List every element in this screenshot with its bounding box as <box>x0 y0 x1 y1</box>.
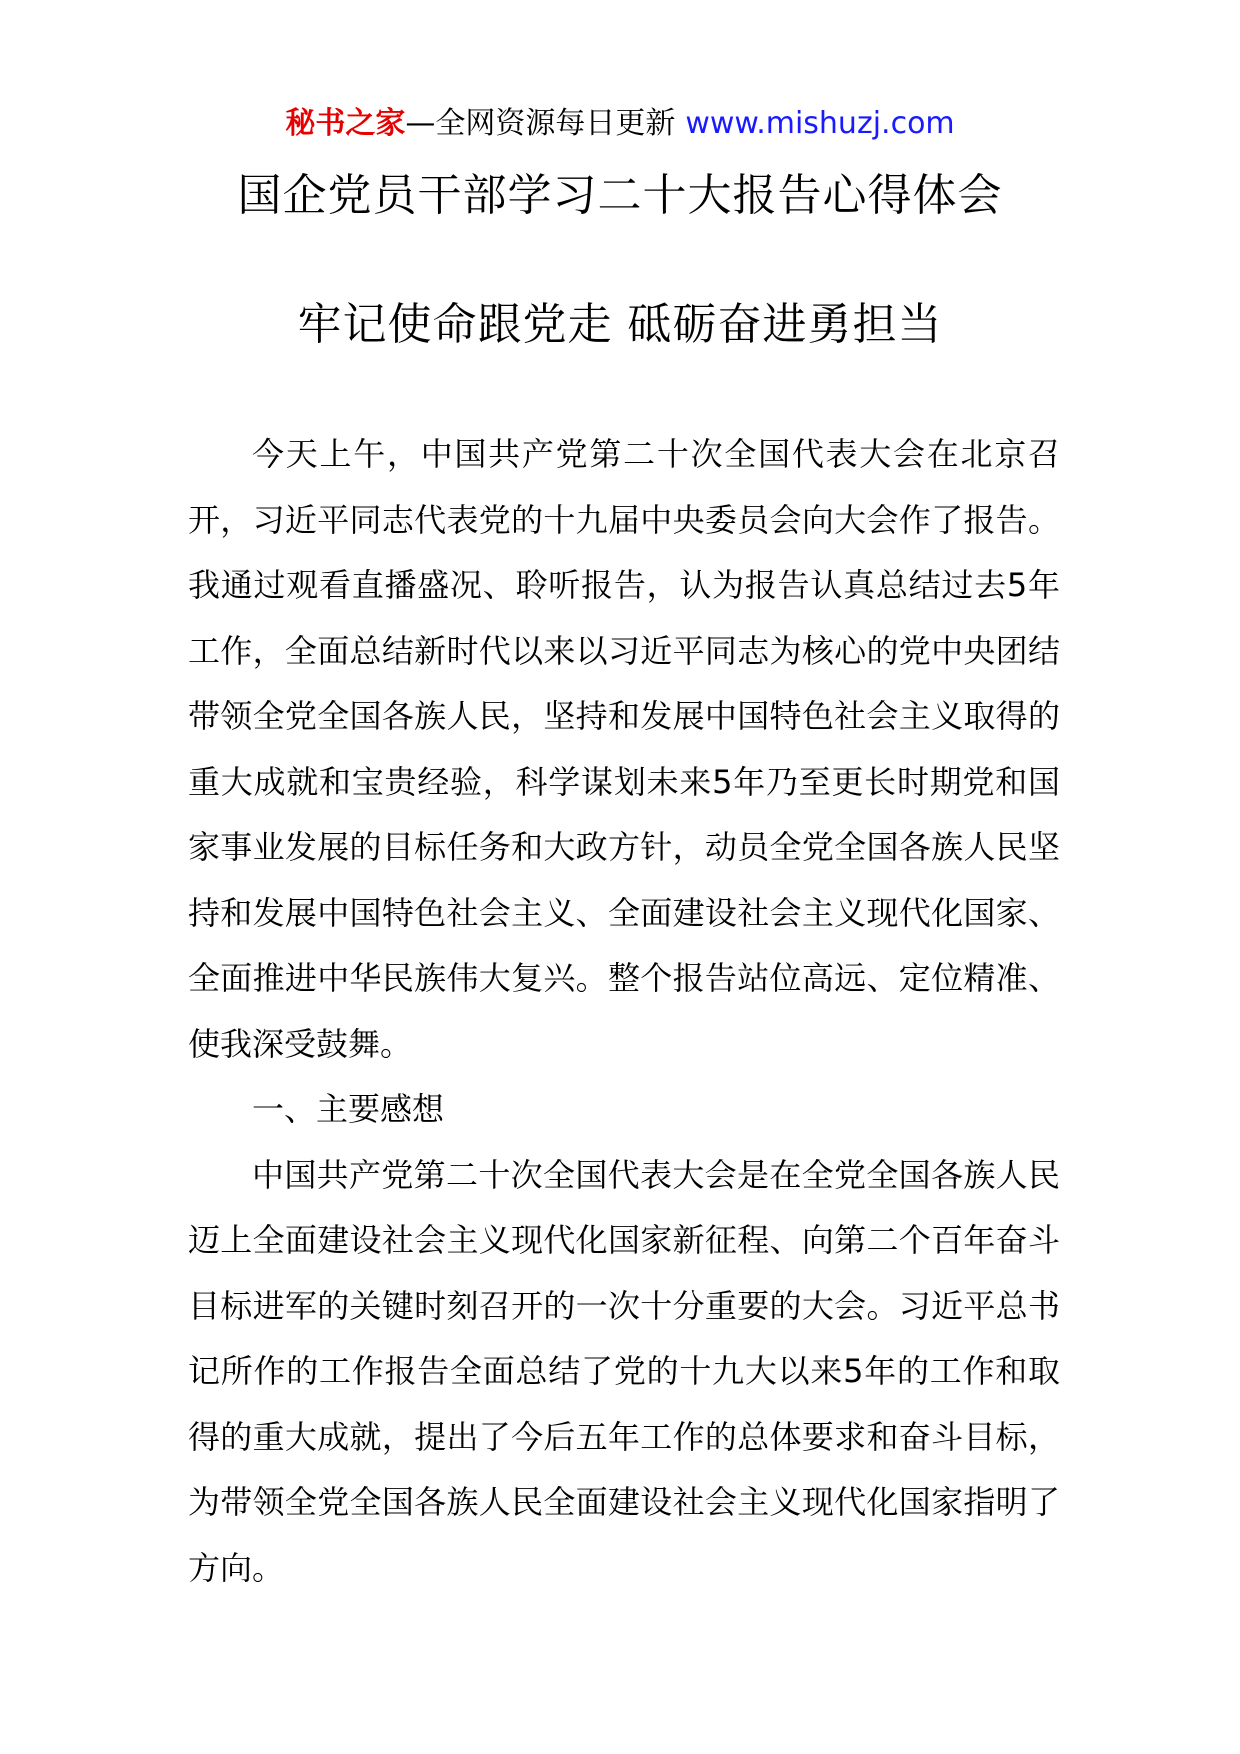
paragraph-congress: 中国共产党第二十次全国代表大会是在全党全国各族人民迈上全面建设社会主义现代化国家新征程、向第二个百年奋斗目标进军的关键时刻召开的一次十分重要的大会。习近平总书记所作的工作报告全面总结了党的十九大以来5年的工作和取得的重大成就，提出了今后五年工作的总体要求和奋斗目标，为带领全党全国各族人民全面建设社会主义现代化国家指明了方向。 <box>188 1155 1060 1587</box>
site-header <box>0 104 1240 144</box>
document-title: 国企党员干部学习二十大报告心得体会 <box>237 170 1003 221</box>
site-url-link[interactable]: www.mishuzj.com <box>685 106 955 141</box>
site-tagline: —全网资源每日更新 <box>405 106 676 141</box>
paragraph-intro: 今天上午，中国共产党第二十次全国代表大会在北京召开，习近平同志代表党的十九届中央委员会向大会作了报告。我通过观看直播盛况、聆听报告，认为报告认真总结过去5年工作，全面总结新时代以来以习近平同志为核心的党中央团结带领全党全国各族人民，坚持和发展中国特色社会主义取得的重大成就和宝贵经验，科学谋划未来5年乃至更长时期党和国家事业发展的目标任务和大政方针，动员全党全国各族人民坚持和发展中国特色社会主义、全面建设社会主义现代化国家、全面推进中华民族伟大复兴。整个报告站位高远、定位精准、使我深受鼓舞。 <box>188 435 1060 1063</box>
document-subtitle: 牢记使命跟党走 砥砺奋进勇担当 <box>297 299 943 350</box>
section-heading-main-thoughts: 一、主要感想 <box>252 1090 445 1128</box>
site-name: 秘书之家 <box>285 106 406 141</box>
document-body <box>188 422 1060 1601</box>
